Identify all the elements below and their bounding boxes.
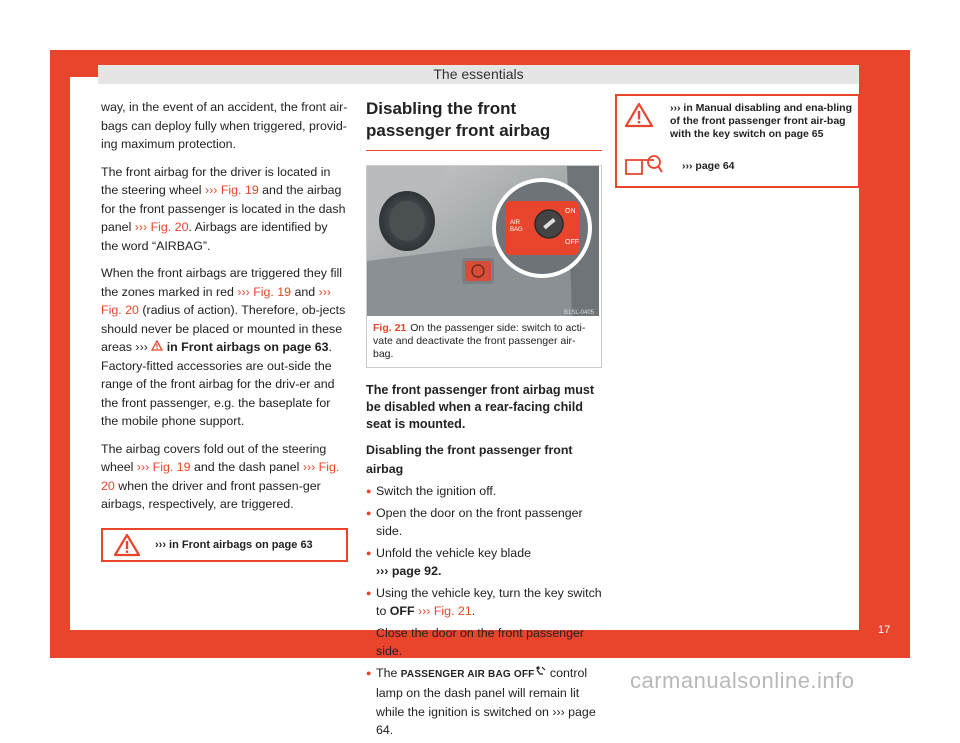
small-warning-icon xyxy=(151,340,163,354)
warning-box xyxy=(615,94,860,188)
text: and the airbag for the front passenger is located in the dash panel xyxy=(101,183,346,234)
text: . Airbags are identified by the word “AIRBAG”. xyxy=(101,220,328,253)
warning-reference[interactable]: ››› in Manual disabling and ena-bling of the front passenger front air-bag with the key switch on page 65 xyxy=(670,102,852,140)
book-magnifier-icon xyxy=(624,152,664,184)
page-number: 17 xyxy=(878,624,891,636)
fig-19-link[interactable]: ››› Fig. 19 xyxy=(205,183,259,197)
text: Unfold the vehicle key blade xyxy=(376,545,531,560)
list-item xyxy=(366,544,602,581)
sub-heading: Disabling the front passenger front airbag xyxy=(366,443,573,476)
page-reference[interactable]: ››› page 64 xyxy=(682,160,735,172)
text: when the driver and front passen-ger airbags, respectively, are triggered. xyxy=(101,478,321,511)
warning-triangle-icon xyxy=(624,102,654,134)
warning-reference[interactable]: ››› in Front airbags on page 63 xyxy=(155,538,313,551)
text: . Factory-fitted accessories are out-side the range of the front airbag for the driv-er and the front passenger, e.g. the baseplate for the mobile phone support. xyxy=(101,340,335,428)
switch-airbag-label: AIR xyxy=(510,220,521,226)
paragraph-2 xyxy=(101,163,348,256)
watermark: carmanualsonline.info xyxy=(630,668,855,693)
paragraph-3 xyxy=(101,264,348,431)
column-2 xyxy=(366,98,602,743)
switch-on-label: ON xyxy=(565,208,576,215)
list-item: ● Close the door on the front passenger side. xyxy=(366,624,602,661)
bold-heading: The front passenger front airbag must be disabled when a rear-facing child seat is mounted. xyxy=(366,383,595,431)
figure-21 xyxy=(366,165,602,368)
text: and xyxy=(291,284,319,299)
fig-21-link[interactable]: ››› Fig. 21 xyxy=(414,604,472,618)
list-item: ● Open the door on the front passenger side. xyxy=(366,504,602,541)
warning-triangle-icon xyxy=(113,533,141,563)
column-3 xyxy=(615,94,860,188)
airbag-off-lamp-icon xyxy=(534,666,546,680)
list-item: ● Switch the ignition off. xyxy=(366,482,602,501)
figure-caption xyxy=(367,316,601,367)
caption-text: On the passenger side: switch to acti-vate and deactivate the front passenger air-bag. xyxy=(373,322,586,360)
column-1 xyxy=(101,98,348,562)
text: When the front airbags are triggered they fill the zones marked in red xyxy=(101,266,343,299)
fig-19-link[interactable]: ››› Fig. 19 xyxy=(136,460,191,474)
warning-box xyxy=(101,528,348,562)
passenger-airbag-off-label: PASSENGER AIR BAG OFF xyxy=(400,668,535,680)
paragraph-4 xyxy=(101,440,348,514)
text: The airbag covers fold out of the steering wheel xyxy=(101,441,327,474)
switch-off-label: OFF xyxy=(565,239,579,246)
fig-20-link[interactable]: ››› Fig. 20 xyxy=(134,220,189,234)
figure-number: Fig. 21 xyxy=(373,322,407,334)
photo-code: B1SL-0405 xyxy=(564,310,595,316)
airbag-switch-photo xyxy=(367,166,599,316)
switch-airbag-label: BAG xyxy=(510,227,523,233)
front-airbags-ref[interactable]: in Front airbags on page 63 xyxy=(163,340,329,354)
text: . xyxy=(471,604,476,618)
text: Using the vehicle key, turn the key switch to xyxy=(376,585,602,618)
fig-19-link[interactable]: ››› Fig. 19 xyxy=(237,284,292,299)
paragraph-1: way, in the event of an accident, the front air-bags can deploy fully when triggered, provid-ing maximum protection. xyxy=(101,100,348,151)
page-92-ref[interactable]: ››› page 92. xyxy=(376,564,442,578)
fig-20-link[interactable]: ››› Fig. 20 xyxy=(101,284,332,317)
text: (radius of action). Therefore, ob-jects should never be placed or mounted in these areas ››› xyxy=(101,303,346,354)
page-header: The essentials xyxy=(98,65,859,84)
text: The xyxy=(376,665,401,680)
text: and the dash panel xyxy=(190,460,303,474)
fig-20-link[interactable]: ››› Fig. 20 xyxy=(101,460,340,493)
list-item xyxy=(366,664,602,740)
steps-list xyxy=(366,482,602,740)
text: The front airbag for the driver is located in the steering wheel xyxy=(101,164,331,197)
off-label: OFF xyxy=(389,604,415,618)
text: control lamp on the dash panel will remain lit while the ignition is switched on ››› page 64. xyxy=(376,665,596,737)
section-title: Disabling the front passenger front airbag xyxy=(366,98,602,151)
list-item xyxy=(366,584,602,621)
